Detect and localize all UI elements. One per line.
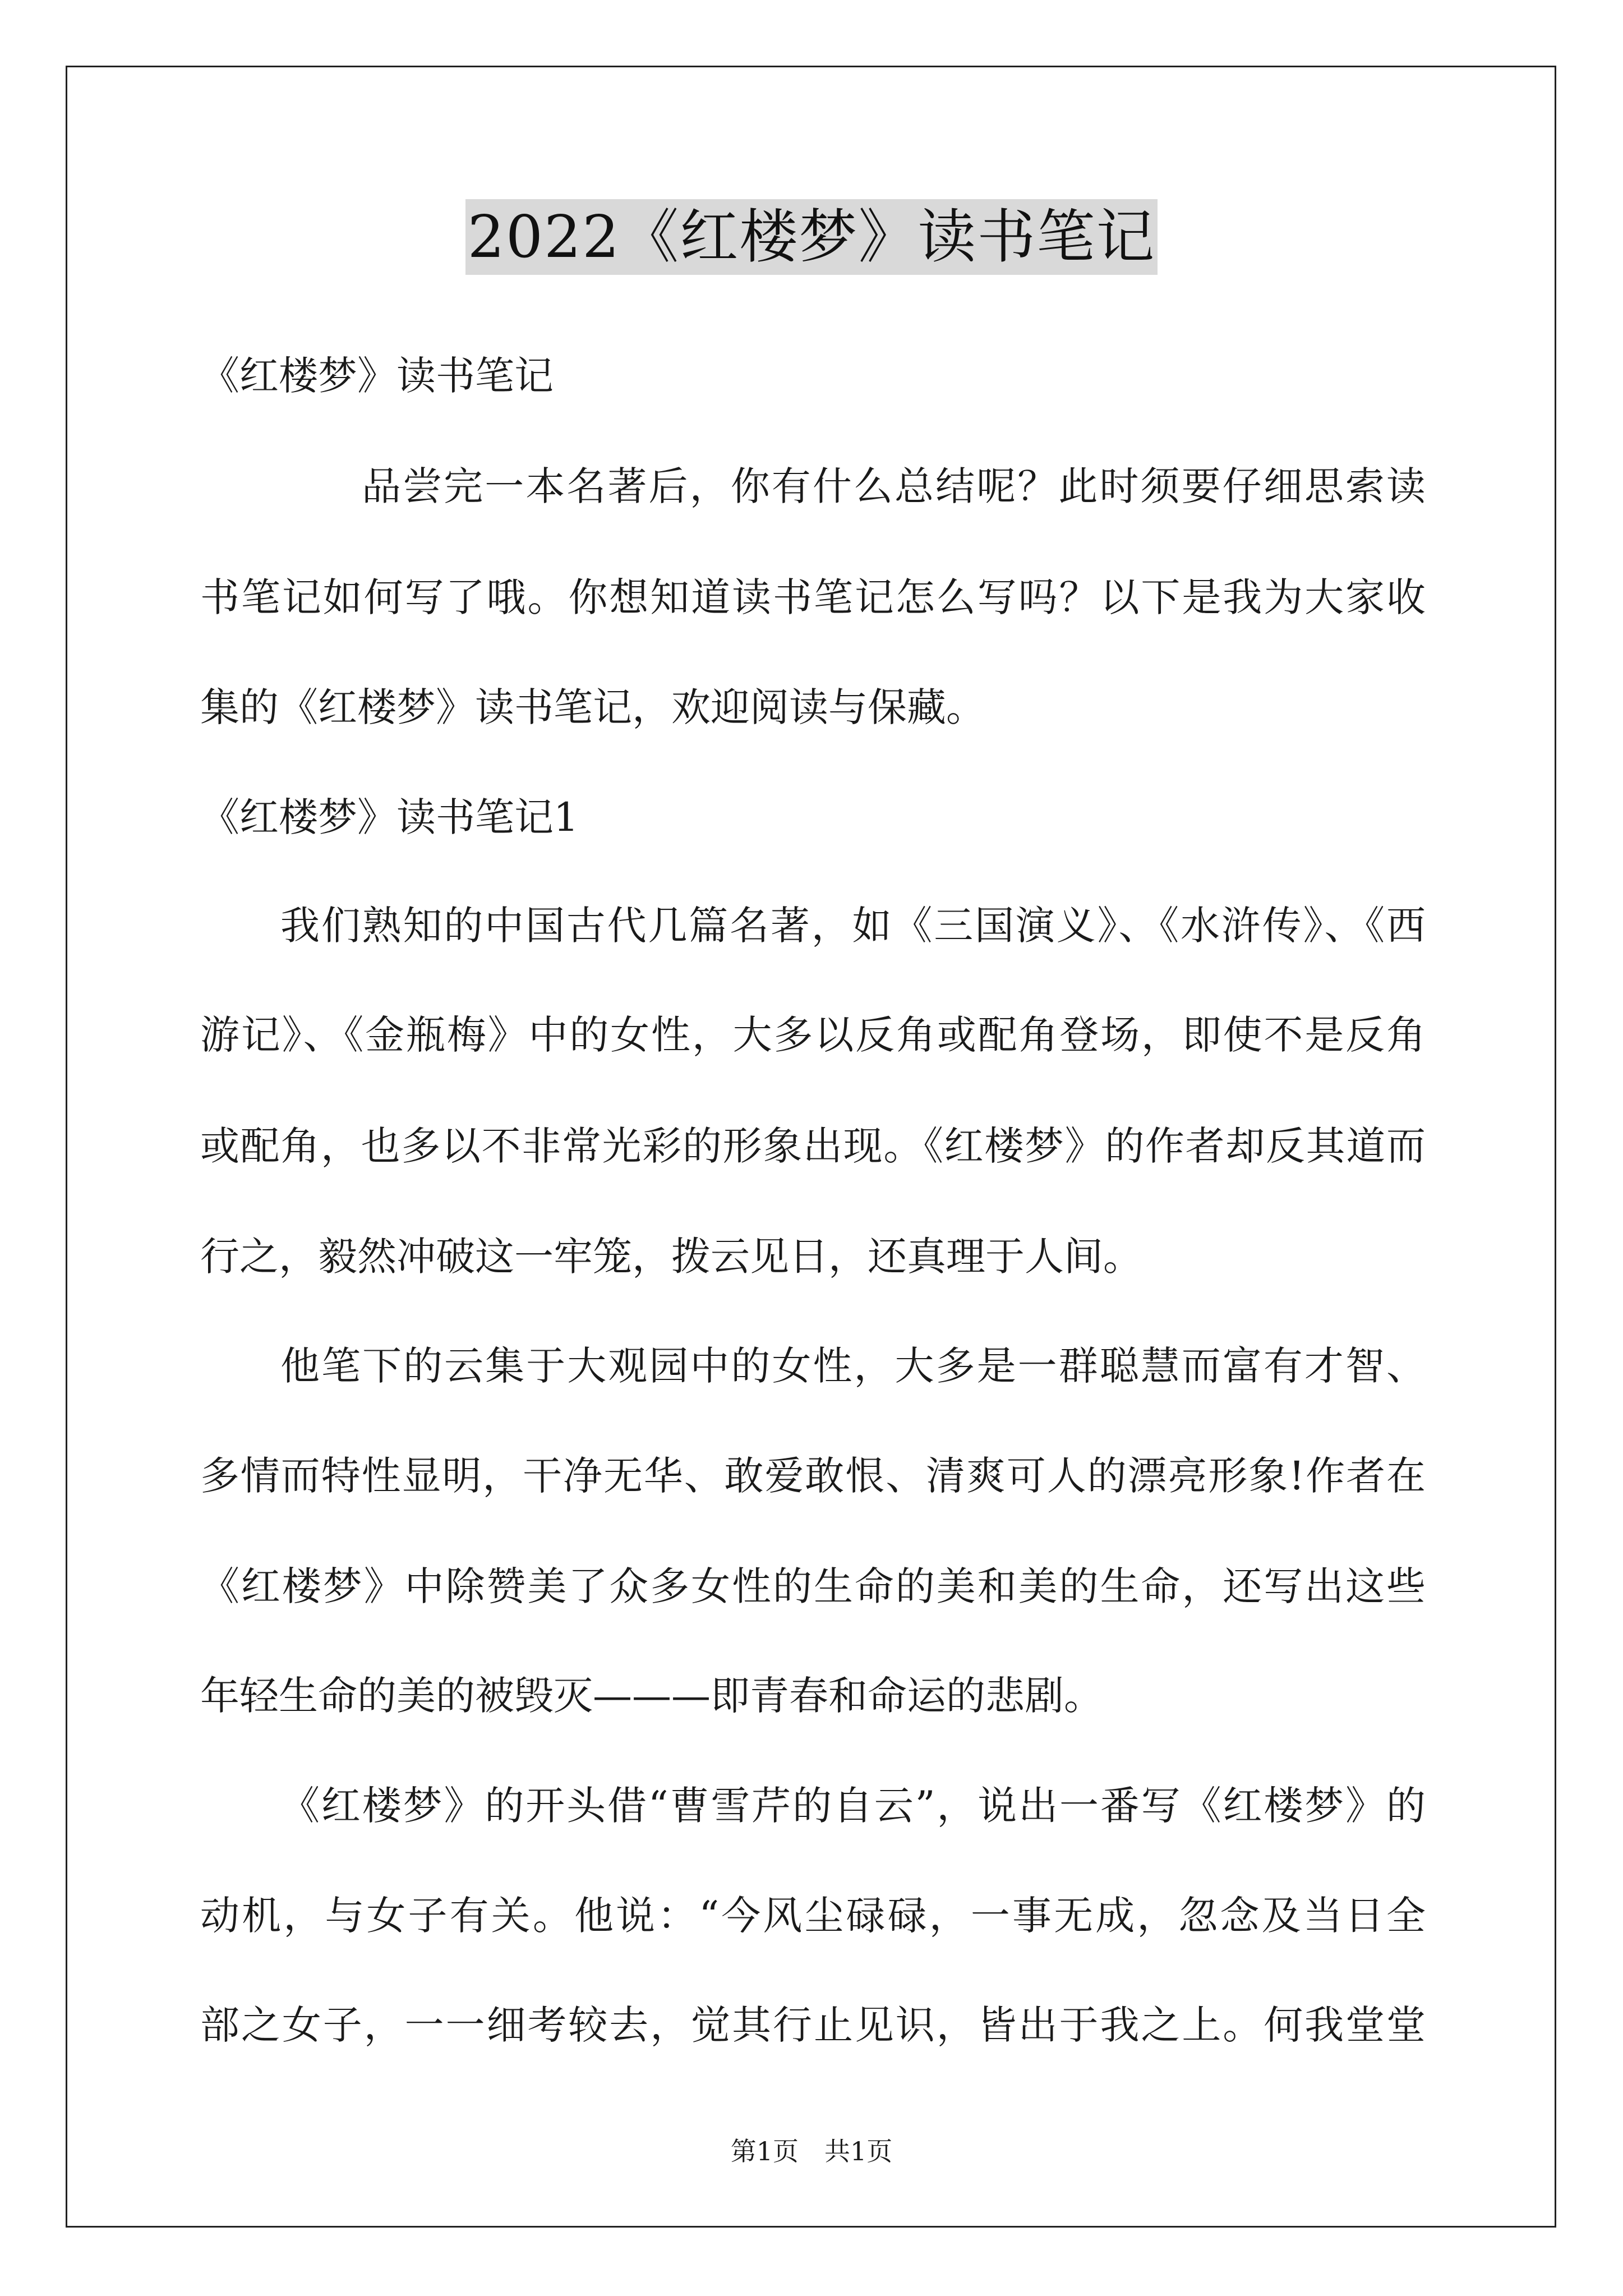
- title-container: [0, 199, 1623, 275]
- paragraph-line: 多情而特性显明，干净无华、敢爱敢恨、清爽可人的漂亮形象!作者在: [200, 1453, 1426, 1499]
- paragraph-line: 动机，与女子有关。他说：“今风尘碌碌，一事无成，忽念及当日全: [200, 1893, 1426, 1939]
- paragraph-line: 他笔下的云集于大观园中的女性，大多是一群聪慧而富有才智、: [280, 1343, 1426, 1389]
- document-title: 2022《红楼梦》读书笔记: [465, 199, 1158, 275]
- paragraph-line: 或配角，也多以不非常光彩的形象出现。《红楼梦》的作者却反其道而: [200, 1123, 1426, 1169]
- paragraph-line: 书笔记如何写了哦。你想知道读书笔记怎么写吗？以下是我为大家收: [200, 574, 1426, 620]
- paragraph-line: 《红楼梦》中除赞美了众多女性的生命的美和美的生命，还写出这些: [200, 1563, 1426, 1609]
- page-footer: 第1页 共1页: [730, 2136, 893, 2166]
- paragraph-line: 行之，毅然冲破这一牢笼，拨云见日，还真理于人间。: [200, 1234, 1142, 1280]
- paragraph-line: 游记》、《金瓶梅》中的女性，大多以反角或配角登场，即使不是反角: [200, 1012, 1426, 1058]
- section-heading: 《红楼梦》读书笔记: [200, 353, 554, 399]
- paragraph-line: 部之女子，一一细考较去，觉其行止见识，皆出于我之上。何我堂堂: [200, 2002, 1426, 2048]
- paragraph-line: 集的《红楼梦》读书笔记，欢迎阅读与保藏。: [200, 684, 985, 730]
- paragraph-line: 我们熟知的中国古代几篇名著，如《三国演义》、《水浒传》、《西: [280, 903, 1426, 949]
- paragraph-line: 品尝完一本名著后，你有什么总结呢？此时须要仔细思索读: [362, 463, 1426, 509]
- paragraph-line: 《红楼梦》的开头借“曹雪芹的自云”，说出一番写《红楼梦》的: [280, 1783, 1426, 1829]
- paragraph-line: 年轻生命的美的被毁灭———即青春和命运的悲剧。: [200, 1673, 1103, 1719]
- section-heading: 《红楼梦》读书笔记1: [200, 794, 579, 840]
